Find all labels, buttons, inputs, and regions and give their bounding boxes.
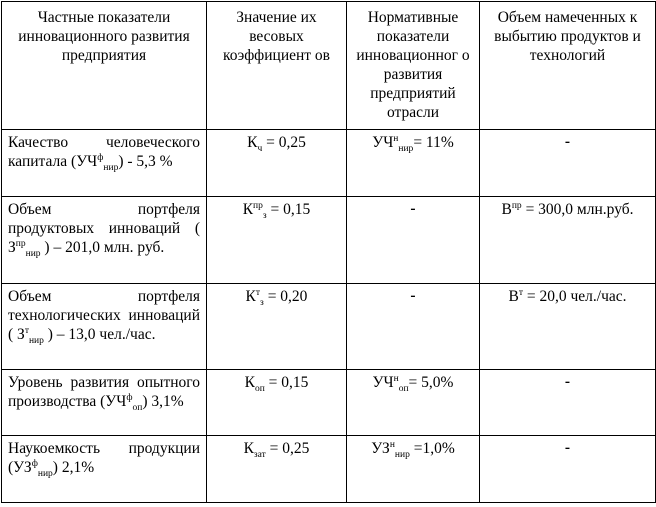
table-row (2, 370, 656, 436)
volume-cell: - (480, 130, 656, 197)
indicator-cell: Уровень развития опытного производства $(УЧ^ф_{оп})$ 3,1% (2, 370, 207, 436)
table-row (2, 436, 656, 503)
header-weights: Значение их весовых коэффициент ов (207, 2, 347, 130)
weight-cell: $К_ч = 0,25$ (207, 130, 347, 197)
weight-cell: $К_{зат} = 0,25$ (207, 436, 347, 503)
indicator-cell: Наукоемкость продукции $(УЗ^ф_{нир})$ 2,1% (2, 436, 207, 503)
norm-cell: - (347, 284, 480, 370)
indicator-cell: Объем портфеля технологических инноваций ( $З^т_{нир}$ ) – 13,0 чел./час. (2, 284, 207, 370)
weight-cell: $К_{оп} = 0,15$ (207, 370, 347, 436)
innovation-indicators-table (1, 1, 656, 503)
volume-cell: - (480, 370, 656, 436)
indicator-cell: Качество человеческого капитала $(УЧ^ф_{нир}) - 5,3$ % (2, 130, 207, 197)
table-row (2, 130, 656, 197)
table-row (2, 197, 656, 284)
table-row (2, 284, 656, 370)
norm-cell: - (347, 197, 480, 284)
norm-cell: $УЗ^н_{нир} =1,0\%$ (347, 436, 480, 503)
volume-cell: $В^{пр} = 300,0$ млн.руб. (480, 197, 656, 284)
norm-cell: $УЧ^н_{оп}= 5,0\%$ (347, 370, 480, 436)
indicator-cell: Объем портфеля продуктовых инноваций ( $З^{пр}_{нир}$ ) – 201,0 млн. руб. (2, 197, 207, 284)
table-header-row (2, 2, 656, 130)
header-indicators: Частные показатели инновационного развития предприятия (2, 2, 207, 130)
header-volume: Объем намеченных к выбытию продуктов и технологий (480, 2, 656, 130)
volume-cell: - (480, 436, 656, 503)
volume-cell: $В^т = 20,0$ чел./час. (480, 284, 656, 370)
norm-cell: $УЧ^н_{нир}= 11\%$ (347, 130, 480, 197)
weight-cell: $К^{пр}_з = 0,15$ (207, 197, 347, 284)
weight-cell: $К^т_з = 0,20$ (207, 284, 347, 370)
header-norms: Нормативные показатели инновационног о развития предприятий отрасли (347, 2, 480, 130)
